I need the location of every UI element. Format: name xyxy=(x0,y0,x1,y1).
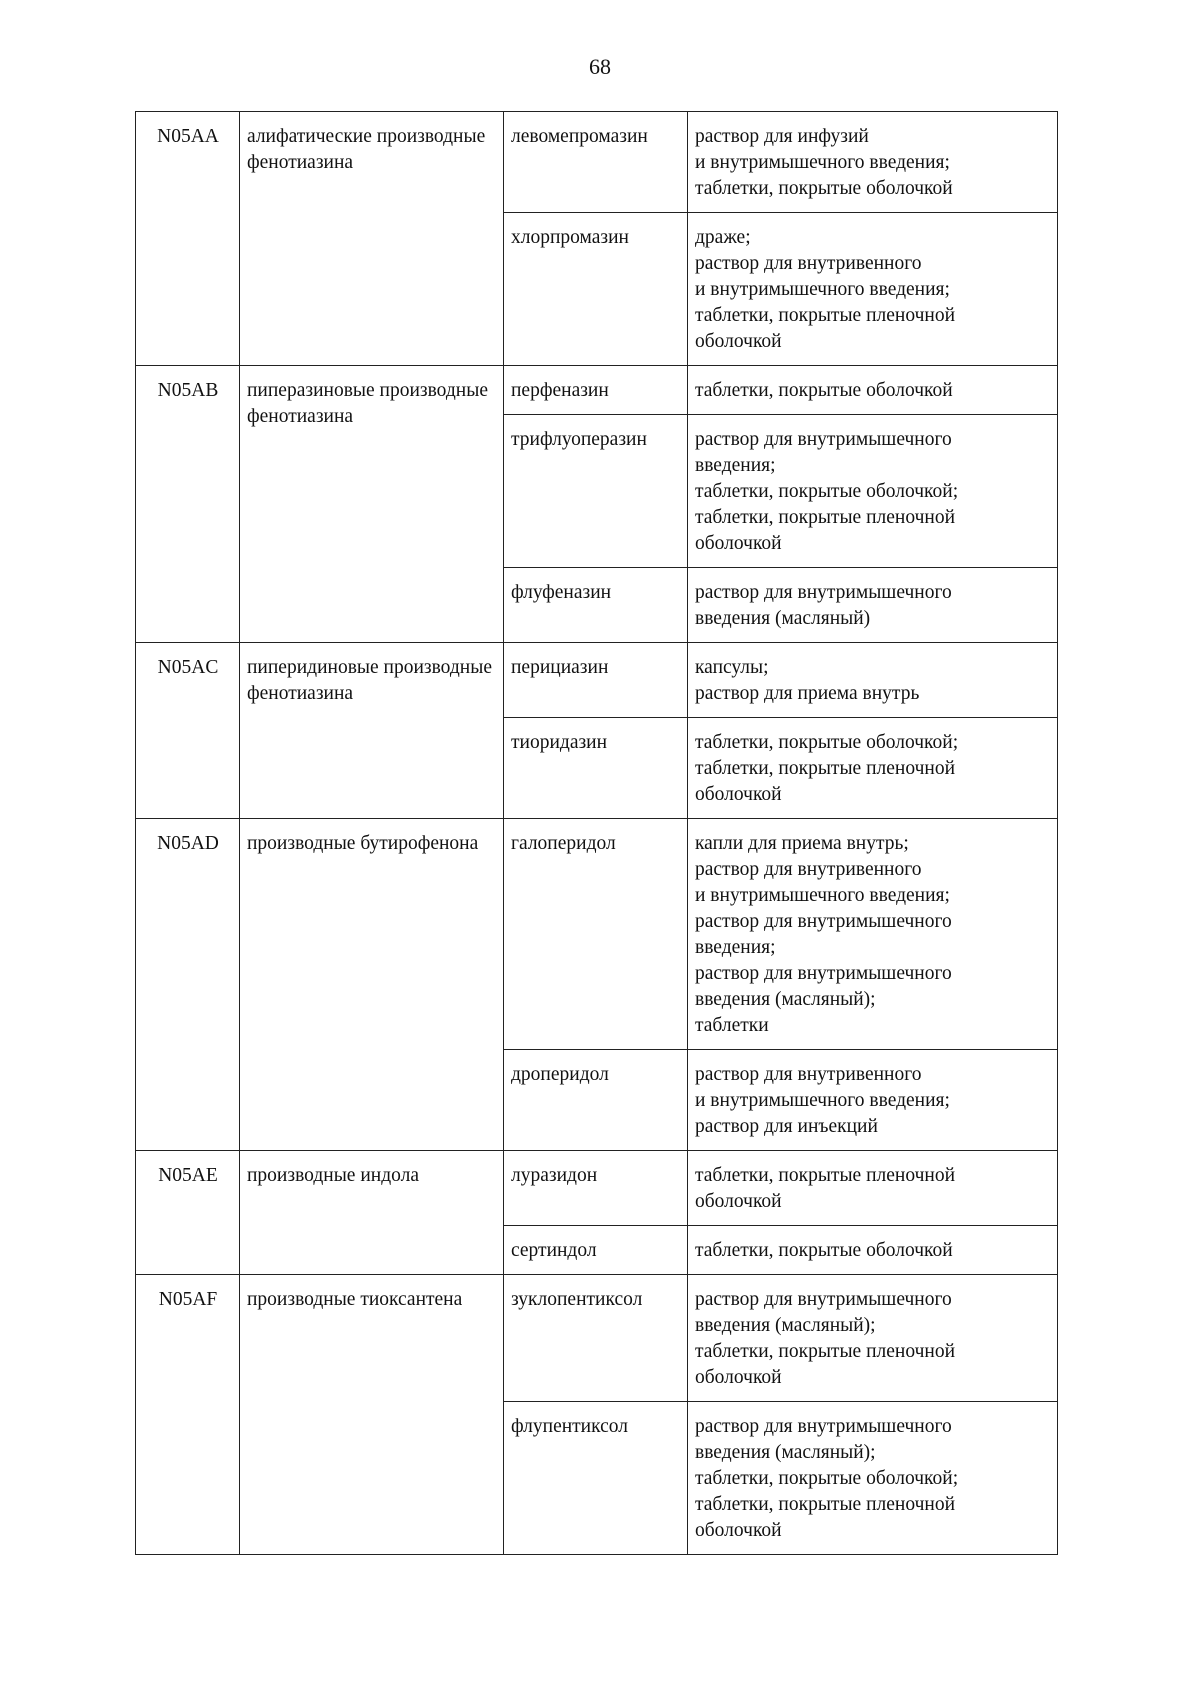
dosage-form-line: раствор для внутримышечного xyxy=(695,582,952,603)
drug-name-cell: левомепромазин xyxy=(504,112,688,213)
dosage-form-line: введения (масляный); xyxy=(695,1442,876,1463)
dosage-form-line: оболочкой xyxy=(695,1520,782,1541)
group-name-cell: производные бутирофенона xyxy=(240,819,504,1151)
dosage-form-line: и внутримышечного введения; xyxy=(695,1090,950,1111)
drug-table xyxy=(135,111,1058,1555)
dosage-form-line: оболочкой xyxy=(695,533,782,554)
drug-name-cell: тиоридазин xyxy=(504,718,688,819)
table-row xyxy=(136,366,1058,415)
table-row xyxy=(136,1151,1058,1226)
dosage-form-line: раствор для внутримышечного xyxy=(695,911,952,932)
dosage-forms-cell xyxy=(688,213,1058,366)
dosage-forms-cell xyxy=(688,1050,1058,1151)
group-name-cell: производные тиоксантена xyxy=(240,1275,504,1555)
dosage-form-line: и внутримышечного введения; xyxy=(695,152,950,173)
dosage-form-line: введения (масляный); xyxy=(695,989,876,1010)
dosage-form-line: раствор для внутримышечного xyxy=(695,963,952,984)
dosage-forms-cell xyxy=(688,568,1058,643)
page-number: 68 xyxy=(589,54,611,79)
dosage-form-line: таблетки, покрытые пленочной xyxy=(695,507,956,528)
dosage-form-line: капли для приема внутрь; xyxy=(695,833,909,854)
dosage-form-line: раствор для инъекций xyxy=(695,1116,878,1137)
dosage-forms-cell xyxy=(688,1151,1058,1226)
dosage-forms-cell xyxy=(688,1275,1058,1402)
group-name-cell: алифатические производные фенотиазина xyxy=(240,112,504,366)
dosage-form-line: драже; xyxy=(695,227,751,248)
dosage-forms-cell xyxy=(688,1402,1058,1555)
dosage-form-line: раствор для внутримышечного xyxy=(695,429,952,450)
atc-code-cell: N05AC xyxy=(136,643,240,819)
table-row xyxy=(136,1275,1058,1402)
dosage-form-line: раствор для внутривенного xyxy=(695,1064,922,1085)
dosage-form-line: таблетки, покрытые пленочной xyxy=(695,1165,956,1186)
drug-name-cell: зуклопентиксол xyxy=(504,1275,688,1402)
dosage-form-line: раствор для внутримышечного xyxy=(695,1289,952,1310)
dosage-forms-cell xyxy=(688,112,1058,213)
dosage-form-line: таблетки, покрытые пленочной xyxy=(695,305,956,326)
drug-name-cell: луразидон xyxy=(504,1151,688,1226)
dosage-form-line: оболочкой xyxy=(695,1367,782,1388)
dosage-forms-cell xyxy=(688,718,1058,819)
table-row xyxy=(136,819,1058,1050)
atc-code-cell: N05AD xyxy=(136,819,240,1151)
drug-name-cell: галоперидол xyxy=(504,819,688,1050)
dosage-form-line: раствор для внутривенного xyxy=(695,859,922,880)
drug-name-cell: трифлуоперазин xyxy=(504,415,688,568)
group-name-cell: пиперидиновые производные фенотиазина xyxy=(240,643,504,819)
dosage-form-line: капсулы; xyxy=(695,657,769,678)
dosage-form-line: таблетки, покрытые оболочкой; xyxy=(695,481,959,502)
dosage-forms-cell xyxy=(688,643,1058,718)
dosage-form-line: раствор для внутримышечного xyxy=(695,1416,952,1437)
dosage-form-line: введения (масляный) xyxy=(695,608,871,629)
drug-name-cell: сертиндол xyxy=(504,1226,688,1275)
dosage-form-line: таблетки, покрытые пленочной xyxy=(695,1494,956,1515)
dosage-form-line: и внутримышечного введения; xyxy=(695,885,950,906)
dosage-form-line: раствор для приема внутрь xyxy=(695,683,920,704)
table-body xyxy=(136,112,1058,1555)
atc-code-cell: N05AF xyxy=(136,1275,240,1555)
drug-name-cell: флуфеназин xyxy=(504,568,688,643)
dosage-forms-cell xyxy=(688,415,1058,568)
table-row xyxy=(136,643,1058,718)
drug-name-cell: перициазин xyxy=(504,643,688,718)
dosage-form-line: оболочкой xyxy=(695,1191,782,1212)
dosage-form-line: таблетки, покрытые оболочкой xyxy=(695,178,953,199)
group-name-cell: пиперазиновые производные фенотиазина xyxy=(240,366,504,643)
dosage-forms-cell xyxy=(688,366,1058,415)
dosage-form-line: таблетки xyxy=(695,1015,769,1036)
dosage-form-line: таблетки, покрытые оболочкой xyxy=(695,380,953,401)
dosage-form-line: оболочкой xyxy=(695,784,782,805)
atc-code-cell: N05AE xyxy=(136,1151,240,1275)
dosage-form-line: таблетки, покрытые оболочкой; xyxy=(695,732,959,753)
dosage-forms-cell xyxy=(688,1226,1058,1275)
dosage-form-line: таблетки, покрытые оболочкой; xyxy=(695,1468,959,1489)
dosage-form-line: оболочкой xyxy=(695,331,782,352)
group-name-cell: производные индола xyxy=(240,1151,504,1275)
drug-name-cell: перфеназин xyxy=(504,366,688,415)
dosage-form-line: введения (масляный); xyxy=(695,1315,876,1336)
dosage-form-line: раствор для внутривенного xyxy=(695,253,922,274)
drug-name-cell: дроперидол xyxy=(504,1050,688,1151)
table-row xyxy=(136,112,1058,213)
drug-name-cell: хлорпромазин xyxy=(504,213,688,366)
dosage-forms-cell xyxy=(688,819,1058,1050)
dosage-form-line: таблетки, покрытые пленочной xyxy=(695,758,956,779)
atc-code-cell: N05AB xyxy=(136,366,240,643)
dosage-form-line: таблетки, покрытые пленочной xyxy=(695,1341,956,1362)
dosage-form-line: и внутримышечного введения; xyxy=(695,279,950,300)
dosage-form-line: введения; xyxy=(695,937,776,958)
dosage-form-line: таблетки, покрытые оболочкой xyxy=(695,1240,953,1261)
atc-code-cell: N05AA xyxy=(136,112,240,366)
dosage-form-line: введения; xyxy=(695,455,776,476)
dosage-form-line: раствор для инфузий xyxy=(695,126,869,147)
drug-name-cell: флупентиксол xyxy=(504,1402,688,1555)
